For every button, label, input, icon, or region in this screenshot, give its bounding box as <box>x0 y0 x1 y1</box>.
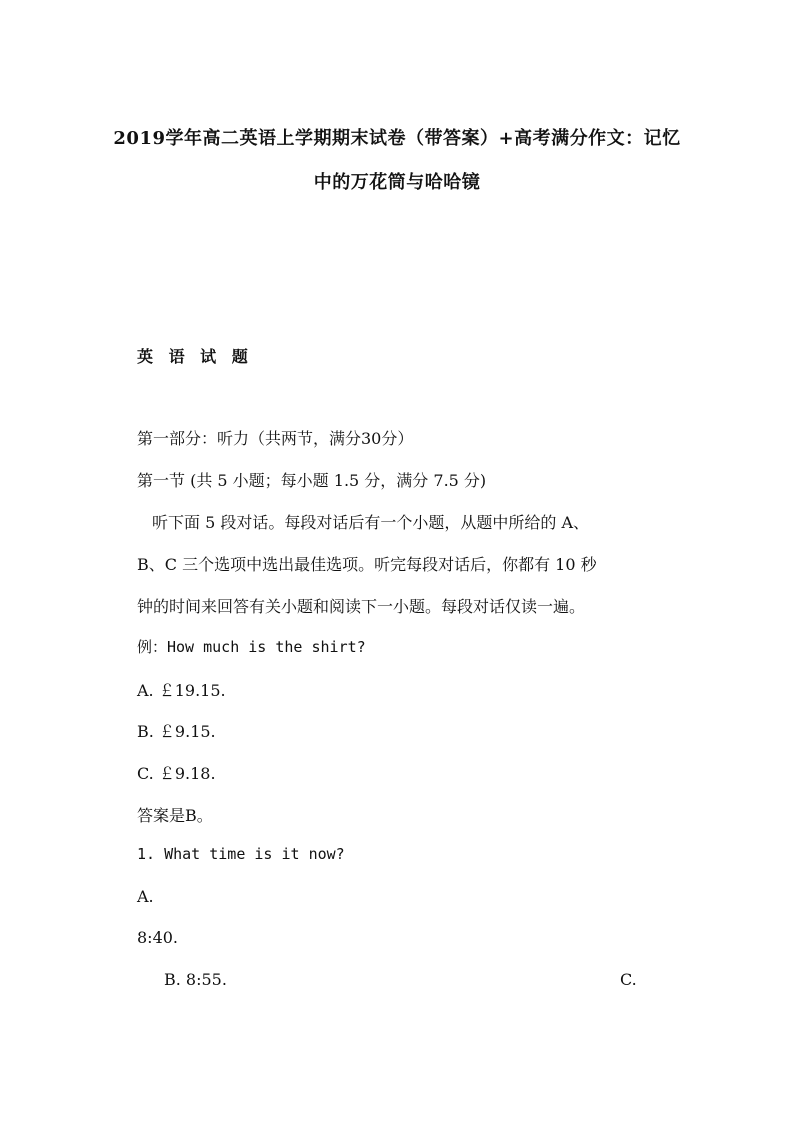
example-option-b: B. ￡9.15. <box>137 722 216 741</box>
question-1-option-a-label: A. <box>137 887 154 906</box>
instruction-line-2: B、C 三个选项中选出最佳选项。听完每段对话后，你都有 10 秒 <box>137 555 597 574</box>
question-1: 1. What time is it now? <box>137 845 345 863</box>
section-heading: 英 语 试 题 <box>137 347 253 366</box>
document-title-line-2: 中的万花筒与哈哈镜 <box>313 172 481 193</box>
example-option-a: A. ￡19.15. <box>137 681 226 700</box>
example-question: 例：How much is the shirt? <box>137 638 366 656</box>
question-1-option-a-value: 8:40. <box>137 928 179 947</box>
question-1-option-b: B. 8:55. <box>164 970 227 989</box>
example-answer: 答案是B。 <box>137 806 213 825</box>
example-option-c: C. ￡9.18. <box>137 764 216 783</box>
document-title-line-1: 2019学年高二英语上学期期末试卷（带答案）+高考满分作文：记忆 <box>113 128 681 149</box>
instruction-line-3: 钟的时间来回答有关小题和阅读下一小题。每段对话仅读一遍。 <box>137 597 586 616</box>
section-one-header: 第一节 (共 5 小题；每小题 1.5 分，满分 7.5 分) <box>137 471 487 490</box>
part-one-header: 第一部分：听力（共两节，满分30分） <box>137 429 414 448</box>
instruction-line-1: 听下面 5 段对话。每段对话后有一个小题，从题中所给的 A、 <box>152 513 589 532</box>
question-1-option-c: C. <box>620 970 637 989</box>
